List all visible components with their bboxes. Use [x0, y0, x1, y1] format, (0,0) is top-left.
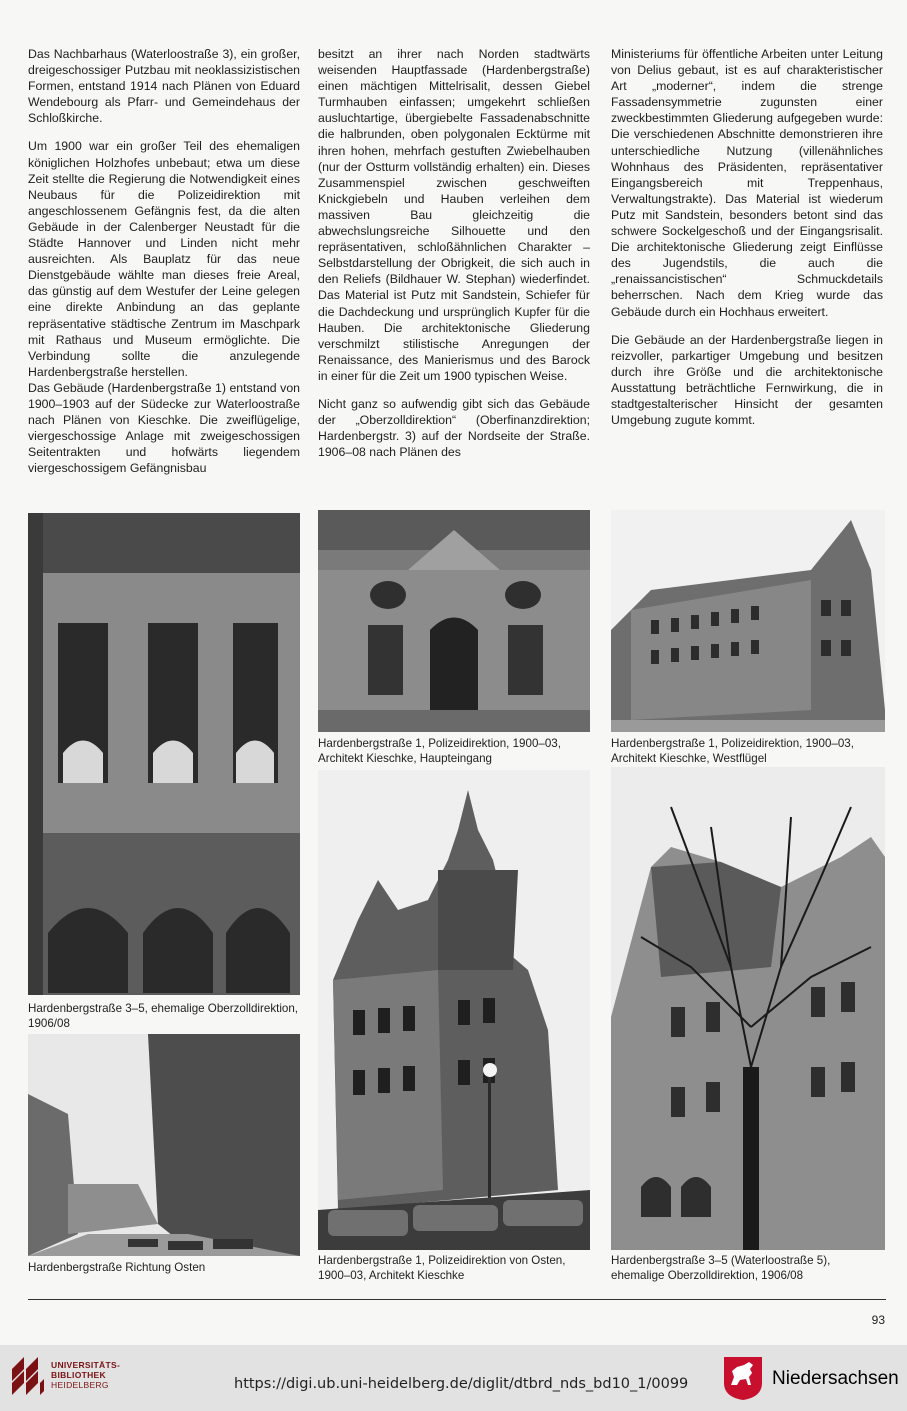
- library-name-line: UNIVERSITÄTS-: [51, 1360, 121, 1370]
- footer-rule: [28, 1299, 886, 1300]
- niedersachsen-horse-icon[interactable]: [722, 1355, 764, 1401]
- text-column-2: [318, 46, 590, 472]
- caption-west-wing: Hardenbergstraße 1, Polizeidirektion, 1900–03, Architekt Kieschke, Westflügel: [611, 737, 854, 765]
- paragraph: Ministeriums für öffentliche Arbeiten unter Leitung von Delius gebaut, ist es auf charakteristischer Art „moderner“, indem die strenge Fassadensymmetrie zugunsten einer zweckbestimmten Gliederung aufgegeben wurde: Die verschiedenen Abschnitte demonstrieren ihre unterschiedliche Nutzung (villenähnliches Wohnhaus des Präsidenten, repräsentativer Eingangsbereich mit Treppenhaus, Verwaltungstrakte). Das Material ist wiederum Putz mit Sandstein, besonders betont sind das schwere Sockelgeschoß und der Eingangsrisalit. Die architektonische Gliederung zeigt Einflüsse des Jugendstils, die auch die „renaissancistischen“ Schmuckdetails beherrschen. Nach dem Krieg wurde das Gebäude durch ein Hochhaus erweitert.: [611, 47, 883, 319]
- library-name[interactable]: [51, 1360, 120, 1390]
- paragraph: Um 1900 war ein großer Teil des ehemaligen königlichen Holzhofes unbebaut; etwa um diese Zeit stellte die Regierung die Notwendigkeit eines Neubaus für die Polizeidirektion mit angeschlossenem Gefängnis fest, da die alten Gebäude in der Calenberger Neustadt für die Städte Hannover und Linden nicht mehr ausreichten. Als Bauplatz für das neue Dienstgebäude wählte man dieses freie Areal, das günstig auf dem Westufer der Leine gelegen eine direkte Anbindung an das geplante repräsentative städtische Zentrum im Maschpark mit Rathaus und Museum ermöglichte. Die Verbindung sollte die anzulegende Hardenbergstraße herstellen.: [28, 139, 300, 379]
- paragraph: Das Gebäude (Hardenbergstraße 1) entstand von 1900–1903 auf der Südecke zur Waterloostraße nach Plänen von Kieschke. Die zweiflügelige, viergeschossige Anlage mit zweigeschossigen Seitentrakten und hofwärts liegendem viergeschossigem Gefängnisbau: [28, 380, 300, 476]
- library-name-line: HEIDELBERG: [51, 1380, 109, 1390]
- library-logo[interactable]: [10, 1355, 46, 1399]
- photo-main-entrance: [318, 510, 590, 732]
- paragraph: besitzt an ihrer nach Norden stadtwärts weisenden Hauptfassade (Hardenbergstraße) einen mächtigen Mittelrisalit, dessen Giebel Turmhauben einfassen; umgekehrt schließen ausluchtartige, übergiebelte Fassadenabschnitte die halbrunden, oben polygonalen Ecktürme mit ihren hohen, mehrfach gestuften Zwiebelhauben (nur der Ostturm vollständig erhalten) ein. Dieses Zusammenspiel zwischen geschweiften Knickgiebeln und Hauben verleihen dem massiven Bau gleichzeitig die abwechslungsreiche Silhouette und den repräsentativen, schloßähnlichen Charakter – Selbstdarstellung der Obrigkeit, die sich auch in den Reliefs (Bildhauer W. Stephan) wiederfindet. Das Material ist Putz mit Sandstein, Schiefer für die Dachdeckung und ursprünglich Kupfer für die Hauben. Die architektonische Gliederung verschmilzt stilistische Anregungen der Renaissance, des Manierismus und des Barock in einer für die Zeit um 1900 typischen Weise.: [318, 47, 590, 383]
- photo-waterloostrasse: [611, 767, 885, 1250]
- paragraph: Nicht ganz so aufwendig gibt sich das Gebäude der „Oberzolldirektion“ (Oberfinanzdirektion; Hardenbergstr. 3) auf der Nordseite der Straße. 1906–08 nach Plänen des: [318, 396, 590, 460]
- paragraph: Das Nachbarhaus (Waterloostraße 3), ein großer, dreigeschossiger Putzbau mit neoklassizistischen Formen, entstand 1914 nach Plänen von Eduard Wendebourg als Pfarr- und Gemeindehaus der Schloßkirche.: [28, 47, 300, 126]
- caption-waterloostrasse: Hardenbergstraße 3–5 (Waterloostraße 5), ehemalige Oberzolldirektion, 1906/08: [611, 1254, 831, 1282]
- caption-street: Hardenbergstraße Richtung Osten: [28, 1261, 206, 1274]
- paragraph: Die Gebäude an der Hardenbergstraße liegen in reizvoller, parkartiger Umgebung und besitzen durch ihre Größe und die architektonische Ausstattung beträchtliche Fernwirkung, die in stadtgestalterischer Hinsicht der gesamten Umgebung zugute kommt.: [611, 332, 883, 428]
- text-column-1: [28, 46, 300, 488]
- photo-street-east: [28, 1034, 300, 1256]
- partner-name[interactable]: Niedersachsen: [772, 1368, 899, 1389]
- caption-polizei-east: Hardenbergstraße 1, Polizeidirektion von Osten, 1900–03, Architekt Kieschke: [318, 1254, 566, 1282]
- photo-oberzolldirektion-facade: [28, 513, 300, 995]
- caption-facade: Hardenbergstraße 3–5, ehemalige Oberzolldirektion, 1906/08: [28, 1002, 299, 1030]
- page-number: 93: [871, 1313, 885, 1327]
- viewer-footer: [0, 1345, 907, 1411]
- text-column-3: [611, 46, 883, 440]
- permalink-url[interactable]: https://digi.ub.uni-heidelberg.de/diglit/dtbrd_nds_bd10_1/0099: [234, 1376, 689, 1392]
- caption-main-entrance: Hardenbergstraße 1, Polizeidirektion, 1900–03, Architekt Kieschke, Haupteingang: [318, 737, 561, 765]
- photo-polizeidirektion-tower: [318, 770, 590, 1250]
- photo-west-wing: [611, 510, 885, 732]
- library-name-line: BIBLIOTHEK: [51, 1370, 106, 1380]
